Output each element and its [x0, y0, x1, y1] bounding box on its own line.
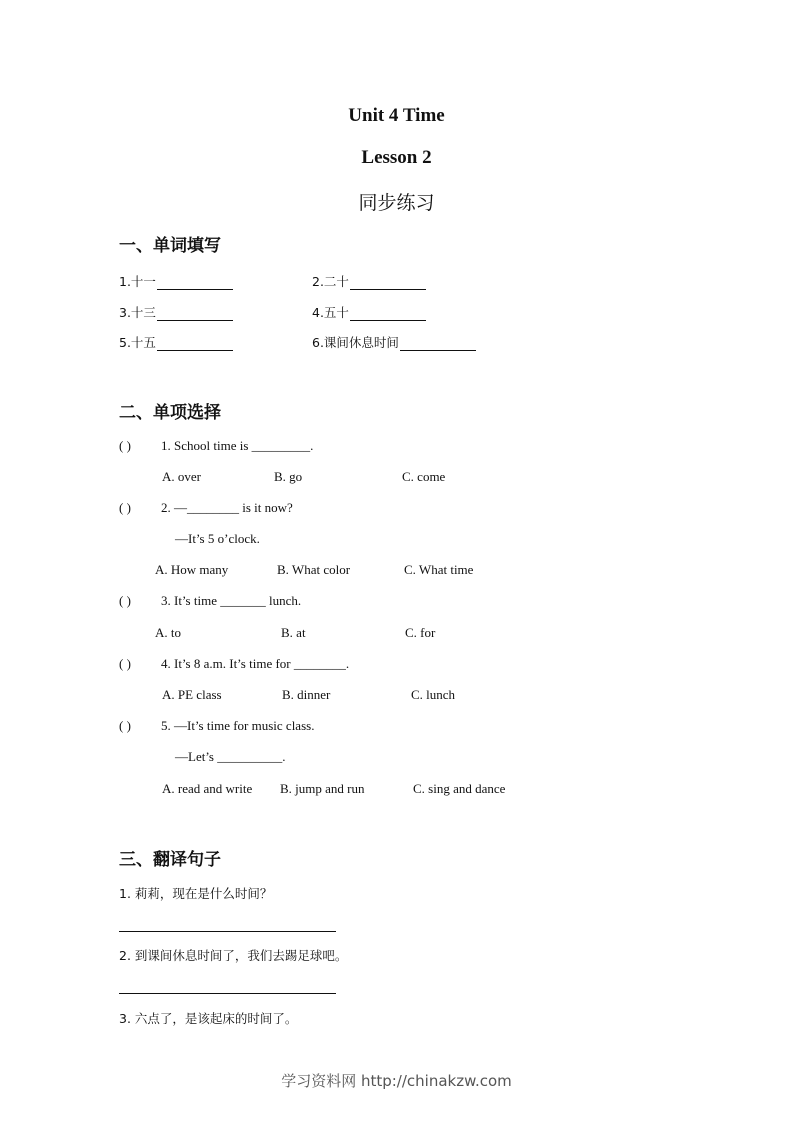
unit-title: Unit 4 Time [348, 105, 445, 126]
question-stem: 4. It’s 8 a.m. It’s time for ________. [161, 656, 350, 671]
answer-blank[interactable] [157, 276, 233, 290]
section-3-title: 三、翻译句子 [119, 850, 221, 870]
option-c[interactable]: C. lunch [411, 687, 456, 702]
section-1-title: 一、单词填写 [119, 236, 221, 256]
option-c[interactable]: C. for [405, 625, 436, 640]
question-reply: —Let’s __________. [175, 749, 286, 764]
answer-line[interactable] [119, 993, 336, 994]
option-b[interactable]: B. go [274, 469, 303, 484]
option-a[interactable]: A. PE class [162, 687, 222, 702]
question-stem: 2. —________ is it now? [161, 500, 293, 515]
word-item-3: 3.十三 [119, 303, 233, 321]
word-item-5: 5.十五 [119, 333, 233, 351]
answer-paren[interactable]: ( ) [119, 593, 131, 608]
translate-item-3: 3. 六点了，是该起床的时间了。 [119, 1011, 298, 1026]
option-b[interactable]: B. What color [277, 562, 351, 577]
page-subtitle: 同步练习 [358, 192, 435, 214]
option-b[interactable]: B. jump and run [280, 781, 365, 796]
translate-item-2: 2. 到课间休息时间了，我们去踢足球吧。 [119, 948, 348, 963]
option-a[interactable]: A. to [155, 625, 181, 640]
answer-blank[interactable] [400, 337, 476, 351]
lesson-title: Lesson 2 [361, 147, 432, 168]
word-item-1: 1.十一 [119, 272, 233, 290]
answer-blank[interactable] [157, 307, 233, 321]
answer-blank[interactable] [350, 307, 426, 321]
option-a[interactable]: A. over [162, 469, 201, 484]
question-stem: 3. It’s time _______ lunch. [161, 593, 302, 608]
option-c[interactable]: C. come [402, 469, 446, 484]
translate-item-1: 1. 莉莉，现在是什么时间？ [119, 886, 273, 901]
section-2-title: 二、单项选择 [119, 403, 221, 423]
answer-paren[interactable]: ( ) [119, 656, 131, 671]
option-c[interactable]: C. sing and dance [413, 781, 506, 796]
answer-paren[interactable]: ( ) [119, 500, 131, 515]
answer-blank[interactable] [157, 337, 233, 351]
option-b[interactable]: B. at [281, 625, 306, 640]
footer-watermark: 学习资料网 http://chinakzw.com [281, 1072, 512, 1090]
option-c[interactable]: C. What time [404, 562, 474, 577]
question-stem: 1. School time is _________. [161, 438, 314, 453]
answer-paren[interactable]: ( ) [119, 438, 131, 453]
word-item-6: 6.课间休息时间 [312, 333, 476, 351]
option-b[interactable]: B. dinner [282, 687, 331, 702]
word-item-2: 2.二十 [312, 272, 426, 290]
answer-blank[interactable] [350, 276, 426, 290]
answer-line[interactable] [119, 931, 336, 932]
option-a[interactable]: A. How many [155, 562, 229, 577]
question-reply: —It’s 5 o’clock. [175, 531, 260, 546]
answer-paren[interactable]: ( ) [119, 718, 131, 733]
question-stem: 5. —It’s time for music class. [161, 718, 315, 733]
option-a[interactable]: A. read and write [162, 781, 253, 796]
word-item-4: 4.五十 [312, 303, 426, 321]
